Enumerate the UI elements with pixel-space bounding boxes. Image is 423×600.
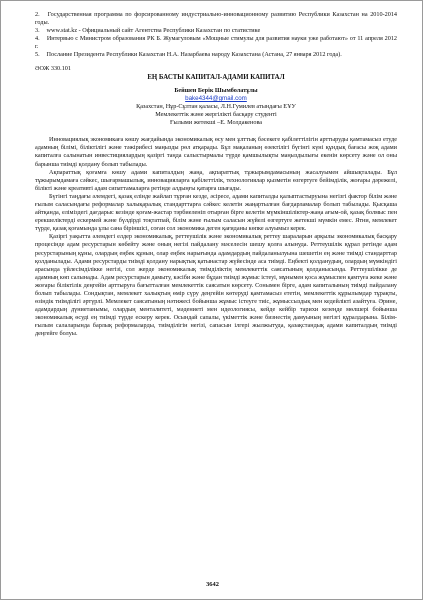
page-content — [35, 11, 397, 339]
page-number: 3642 — [206, 581, 219, 588]
affiliation-position: Мемлекеттік және жергілікті басқару студенті — [155, 111, 277, 119]
reference-item — [35, 27, 397, 35]
body-paragraph: Ақпараттық қоғамға көшу адами капиталдың жаңа, ақпараттық тұжырымдамасының жасалуымен айшықталады. Бұл тұжырымдамаға сәйкес, шығармашылық, инновацияларға қабілеттілік, технологиялар қызметін өзгертуге бейімділік, жоғары дәрежелі, білікті және креативті адам сипаттамаларға ретінде алдыңғы қатарға шығады. — [35, 168, 397, 192]
scientific-supervisor: Ғылыми жетекші –Е. Молдакенова — [169, 119, 263, 127]
reference-number: 2. — [35, 11, 40, 18]
reference-number: 5. — [35, 51, 40, 59]
author-name: Бейшен Берік Шымболатұлы — [174, 86, 258, 94]
reference-text: www.stat.kz - Официальный сайт Агентства Республики Казахстан по статистике — [46, 27, 261, 35]
reference-text: Послание Президента Республики Казахстан Н.А. Назарбаева народу Казахстана (Астана, 27 января 2012 года). — [46, 51, 342, 59]
author-email-link[interactable]: bake4344@gmail.com — [185, 94, 247, 102]
affiliation-city: Қазахстан, Нұр-Сұлтан қаласы, Л.Н.Гумилев атындағы ЕҰУ — [136, 102, 296, 110]
reference-item — [35, 51, 397, 59]
body-paragraph: Инновациялық экономикаға көшу жағдайында экономикалық өсу мен ұлттық бәсекеге қабілеттілігін арттыруды қамтамасыз етуде адамның білімі, біліктілігі және тәжірибесі маңызды рөл атқарады. Бұл мақаланың өзектілігі бүгінгі күні құндық бағасы жоқ адами капиталға салынатын инвестициялардың қазіргі таңда салыстырмалы түрде қамшылықты маңыздылығы екенін көрсету және ол оны барынша тиімді қолдану болып табылады. — [35, 136, 397, 168]
reference-item — [35, 35, 397, 51]
reference-number: 4. — [35, 35, 40, 43]
article-body — [35, 136, 397, 338]
udk-code: ӘОЖ 330.101 — [35, 64, 71, 72]
reference-text: Интервью с Министром образования РК Б. Жумагуловым «Мощные стимулы для развития науки уже работают» от 11 апреля 2012 г. — [35, 35, 398, 51]
article-title: ЕҢ БАСТЫ КАПИТАЛ-АДАМИ КАПИТАЛ — [147, 73, 285, 81]
body-paragraph: Қазіргі уақытта әлемдегі елдер экономикалық, реттеушілік және экономикалық реттеу шараларын арқылы экономикалық басқару процесінде адам ресурстарын көбейту және оның негізі пайдалану мәселесін шешу қолға алынуда. Реттеушілік құрал ретінде адам ресурстарының құны, олардың еңбек құнын, олар еңбек нарығында адамдардың пайдаланылуына шешетін ең және тиімді стандарттар қолданылады. Адами ресурстарды тиімді қолдану нарықтық қатынастар жүйесінде аса тиімді. Еңбекті қолданудың, олардың мүмкіндігі арасында үйлесімділікке негізі, сол жерде экономикалық тиімділіктің мемлекеттік саясатының қолданысында. Реттеушілікке де адамның көп салынады. Адам ресурстарын дамыту, кәсіби және бұдан тиімді жұмыс істеуі, мұнымен қоса жұмыспен қамтуға жеке және жоғары біліктілік деңгейін арттыруға бағытталған мемлекеттік саясатын көрсету. Сонымен бірге, адам капиталының тиімді пайдалану болып табылады. Сондықтан, мемлекет халықтың өмір сүру деңгейін көтеруді қамтамасыз ететін, мемлекеттік құрылымдар тұрақты, өзіндік тиімділігі әртүрлі. Мемлекет саясатының нәтижесі бойынша жұмыс істеуге тиіс, жұмыссыздық мен кедейлікті азайтуға. Әрине, адамдардың дүниетанымы, олардың менталитеті, мәдениеті мен идеологиясы, кейде кейбір тарихи кезеңде мөлшері бойынша экономикалық өсуді ең тиімді түрде ескеру керек. Осындай сапалы, үкіметтік және бизнестің дамуының негізгі құралдарына. Білім-ғылым салаларында барлық реформаларды, тиімділігін негізі, сапасын ілгері жылжытуда, қазақстандық адами капиталдың тиімді деңгейге болуы. — [35, 233, 397, 338]
reference-number: 3. — [35, 27, 40, 35]
body-paragraph: Бүгінгі таңдағы әлемдегі, қазақ елінде жайлап тұрған кезде, әсіресе, адами капиталды қалыптастыруына негізгі фактор білім және ғылым саласындағы реформалар халықаралық стандарттарға сәйкес келетін жаңартылған бағдарламалар болып табылады. Қысқаша айтқанда, еліміздегі дағдарыс кезінде қоғам-жастар тәрбиеленіп отырған бірге келетін мүмкіншіліктер-жаңа ағым-ой, қазақ болмыс пен ерекшеліктерді ескермей және бүлдірді тоқтатпай, білім және ғылым саласын жүйелі өзгертуге жетекші мүмкін емес. Ятни, мемлекет түрде, қазақ қоғамында ұлы сана біріншісі, соған сол экономика деген қағиданы көпке алуымыз керек. — [35, 192, 397, 233]
reference-text: Государственная программа по форсированному индустриально-инновационному развитию Республики Казахстан на 2010-2014 годы. — [35, 11, 398, 27]
reference-item — [35, 11, 397, 27]
